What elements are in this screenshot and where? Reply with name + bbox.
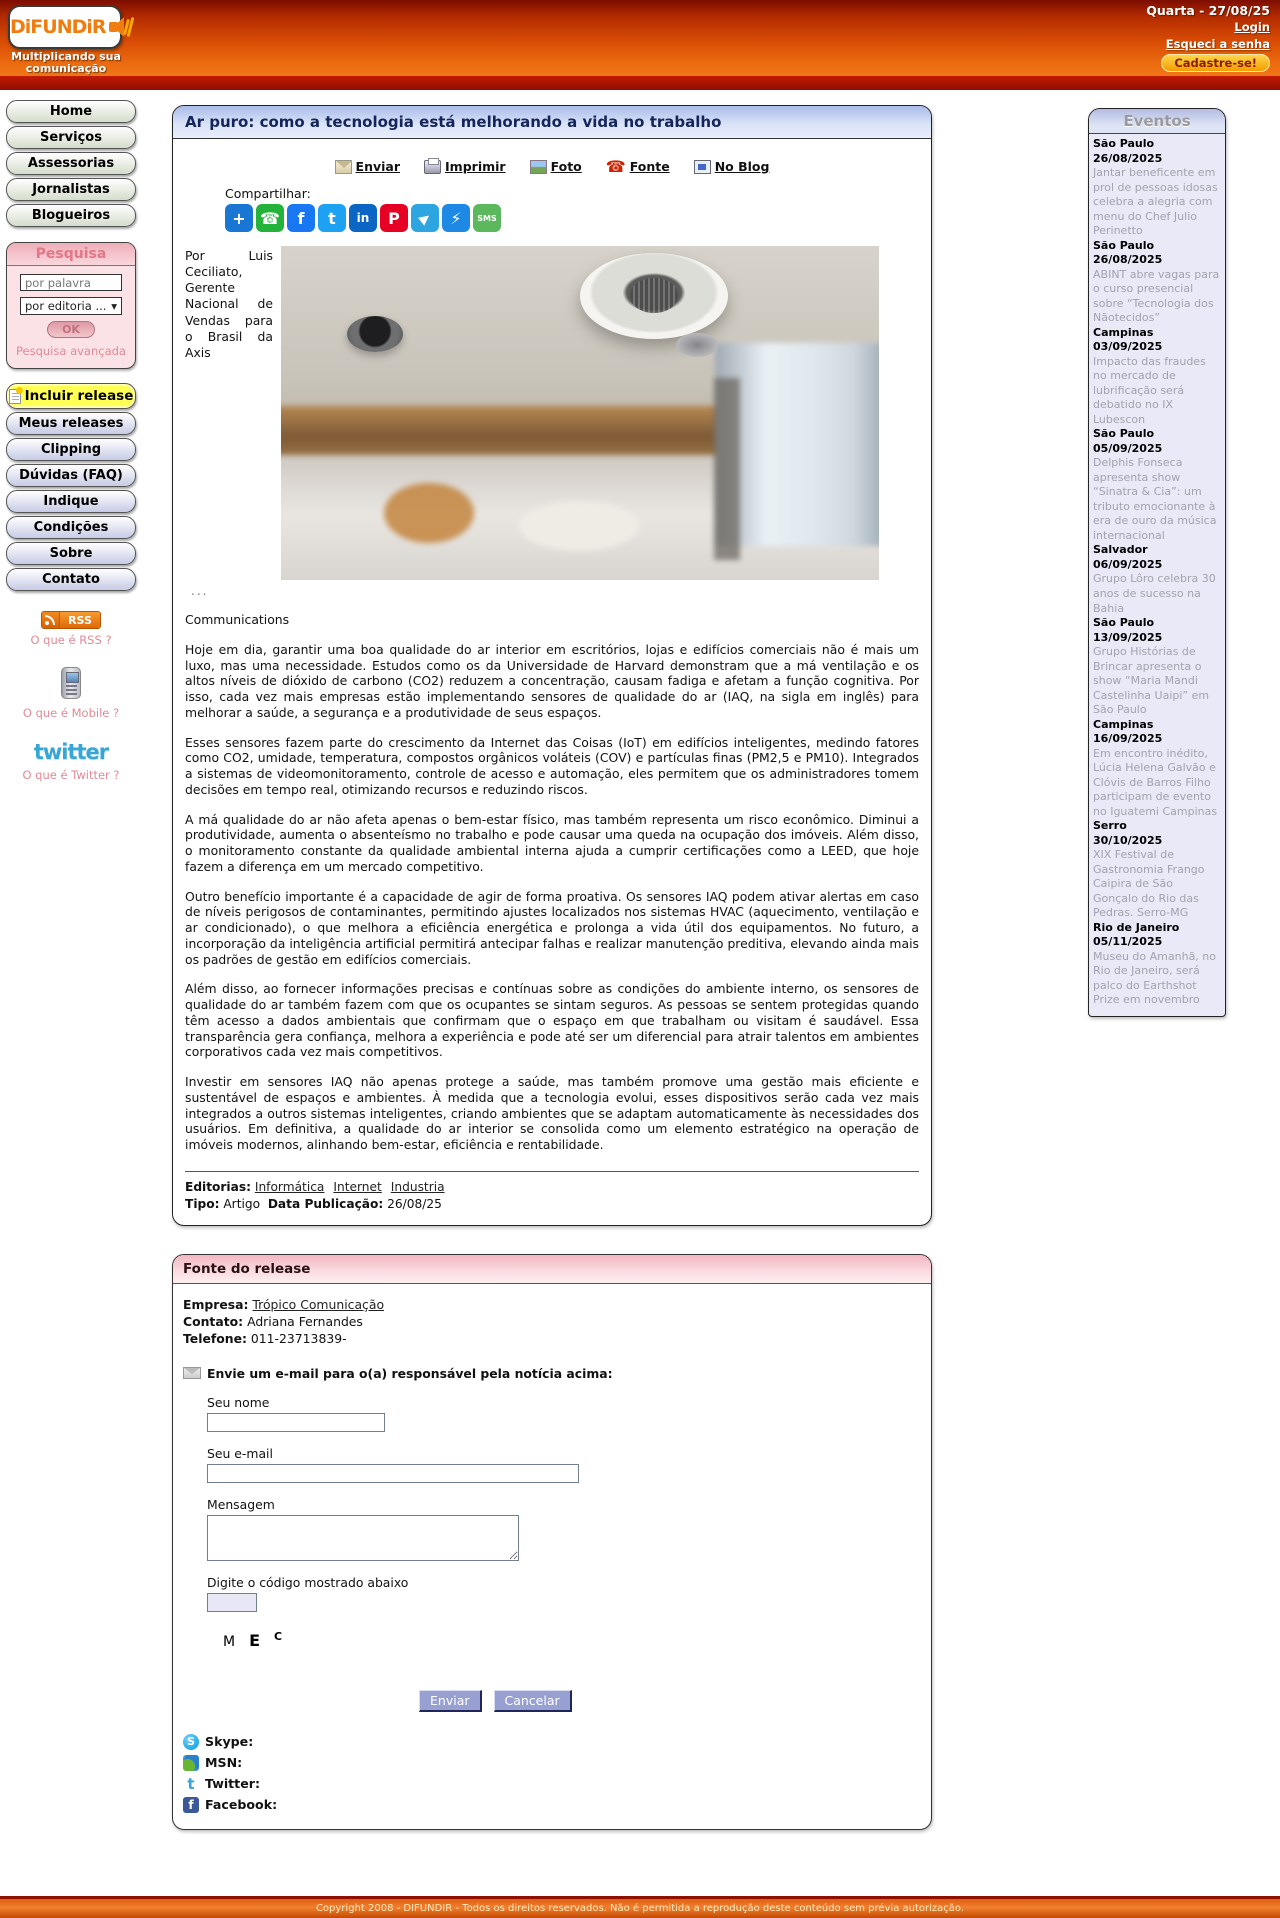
event-date: 26/08/2025 <box>1093 151 1163 165</box>
advanced-search-link[interactable]: Pesquisa avançada <box>16 344 126 358</box>
pinterest-icon[interactable]: P <box>380 204 408 232</box>
share-label: Compartilhar: <box>225 186 311 201</box>
event-item <box>1093 326 1221 428</box>
sidebar-item-home[interactable]: Home <box>6 100 136 123</box>
event-city: Campinas <box>1093 717 1154 731</box>
article-paragraph: Hoje em dia, garantir uma boa qualidade do ar interior em escritórios, lojas e edifícios comerciais não é mais um luxo, mas uma necessidade. Estudos como os da Universidade de Harvard demonstram que a má ventilação e os altos níveis de dióxido de carbono (CO2) reduzem a concentração, causam fadiga e afetam a função cognitiva. Por isso, cada vez mais empresas estão implementando sensores de qualidade do ar (IAQ, na sigla em inglês) para melhorar a saúde, a segurança e a produtividade de seus espaços. <box>185 641 919 720</box>
article-photo <box>281 246 879 580</box>
captcha-image: M E C <box>223 1629 283 1650</box>
events-panel <box>1088 108 1226 1017</box>
email-label: Seu e-mail <box>207 1445 273 1461</box>
sidebar-item-contato[interactable]: Contato <box>6 568 136 591</box>
signup-button[interactable]: Cadastre-se! <box>1161 54 1270 72</box>
article-paragraph: Investir em sensores IAQ não apenas protege a saúde, mas também promove uma gestão mais eficiente e sustentável de espaços e ambientes. À medida que a tecnologia evolui, esses dispositivos serão cada vez mais integrados a outros sistemas inteligentes, criando ambientes que se adaptam automaticamente às necessidades dos usuários. Em definitiva, a qualidade do ar interior se consolida como um elemento estratégico na operação de imóveis modernos, alinhando bem-estar, eficiência e rentabilidade. <box>185 1074 919 1152</box>
document-icon <box>9 389 21 404</box>
login-link[interactable]: Login <box>1234 20 1270 34</box>
print-article-link[interactable]: Imprimir <box>424 159 506 174</box>
event-item <box>1093 427 1221 543</box>
event-city: São Paulo <box>1093 427 1155 441</box>
event-city: São Paulo <box>1093 616 1155 630</box>
message-label: Mensagem <box>207 1496 275 1512</box>
twitter-logo[interactable]: twitter <box>33 740 109 764</box>
search-panel <box>6 242 136 369</box>
whatsapp-icon[interactable]: ☎ <box>256 204 284 232</box>
im-contacts: S Skype: MSN: t Twitter: f Facebook: <box>183 1734 921 1813</box>
release-source-title: Fonte do release <box>173 1255 931 1284</box>
sidebar-item-indique[interactable]: Indique <box>6 490 136 513</box>
company-link[interactable]: Trópico Comunicação <box>252 1296 385 1312</box>
event-city: São Paulo <box>1093 137 1155 150</box>
current-date: Quarta - 27/08/25 <box>1146 3 1270 18</box>
event-date: 03/09/2025 <box>1093 340 1163 354</box>
sidebar-item-duvidas-faq[interactable]: Dúvidas (FAQ) <box>6 464 136 487</box>
phone-icon <box>606 160 626 174</box>
twitter-icon[interactable]: t <box>318 204 346 232</box>
event-item <box>1093 616 1221 718</box>
event-link[interactable]: Jantar beneficente em prol de pessoas idosas celebra a alegria com menu do Chef Julio Perinetto <box>1093 166 1218 238</box>
article-title: Ar puro: como a tecnologia está melhorando a vida no trabalho <box>173 106 931 139</box>
editoria-link-industria[interactable]: Industria <box>390 1179 445 1194</box>
editoria-link-informatica[interactable]: Informática <box>254 1179 325 1194</box>
event-link[interactable]: Grupo Lôro celebra 30 anos de sucesso na Bahia <box>1093 572 1216 615</box>
message-field[interactable] <box>207 1515 519 1561</box>
article-paragraph: Esses sensores fazem parte do crescimento da Internet das Coisas (IoT) em edifícios inteligentes, medindo fatores como CO2, umidade, temperatura, compostos orgânicos voláteis (COV) e partículas finas (PM2,5 e PM10). Integrados a sistemas de videomonitoramento, controle de acesso e automação, eles permitem que os administradores tomem decisões em tempo real, otimizando recursos e reduzindo riscos. <box>185 734 919 797</box>
event-link[interactable]: Grupo Histórias de Brincar apresenta o show “Maria Mandi Castelinha Uaipi” em São Paulo <box>1093 645 1210 717</box>
event-date: 30/10/2025 <box>1093 833 1163 847</box>
facebook-square-icon: f <box>183 1797 199 1813</box>
event-city: Campinas <box>1093 325 1154 339</box>
speaker-icon <box>109 16 120 38</box>
events-list <box>1089 134 1225 1016</box>
name-field[interactable] <box>207 1413 385 1432</box>
twitter-bird-icon: t <box>187 1774 195 1793</box>
left-sidebar <box>6 100 136 782</box>
sidebar-item-condicoes[interactable]: Condições <box>6 516 136 539</box>
event-city: Serro <box>1093 819 1127 833</box>
name-label: Seu nome <box>207 1394 270 1410</box>
site-logo[interactable] <box>8 5 122 49</box>
rss-button[interactable]: RSS <box>41 611 101 629</box>
event-city: São Paulo <box>1093 238 1155 252</box>
sidebar-item-jornalistas[interactable]: Jornalistas <box>6 178 136 201</box>
email-field[interactable] <box>207 1464 579 1483</box>
event-link[interactable]: Delphis Fonseca apresenta show “Sinatra & Cia”: um tributo emocionante à era de ouro da música internacional <box>1093 456 1217 542</box>
article-paragraph: Além disso, ao fornecer informações precisas e contínuas sobre as condições do ambiente interno, os sensores de qualidade do ar também fazem com que os ocupantes se sintam seguros. As pessoas se sentem protegidas quando têm acesso a dados ambientais que confirmam que o espaço em que trabalham ou visitam é saudável. Essa transparência gera confiança, melhora a experiência e pode até ser um diferencial para atrair talentos em ambientes corporativos cada vez mais competitivos. <box>185 981 919 1060</box>
share-plus-icon[interactable]: + <box>225 204 253 232</box>
event-link[interactable]: XIX Festival de Gastronomia Frango Caipira de São Gonçalo do Rio das Pedras. Serro-MG <box>1093 848 1205 920</box>
what-is-twitter-link[interactable]: O que é Twitter ? <box>22 768 120 782</box>
event-item <box>1093 239 1221 326</box>
event-city: Salvador <box>1093 543 1148 557</box>
dome-camera <box>347 316 403 352</box>
blog-link[interactable]: No Blog <box>694 159 770 174</box>
send-button[interactable]: Enviar <box>419 1690 482 1712</box>
copyright-text: Copyright 2008 - DIFUNDIR - Todos os direitos reservados. Não é permitida a reprodução deste conteúdo sem prévia autorização. <box>315 1903 965 1914</box>
photo-link[interactable]: Foto <box>530 159 582 174</box>
chevron-down-icon: ▾ <box>111 299 117 313</box>
right-sidebar <box>1088 108 1226 1017</box>
captcha-label: Digite o código mostrado abaixo <box>207 1574 409 1590</box>
mobile-phone-icon <box>61 667 81 699</box>
send-article-link[interactable]: Enviar <box>335 159 400 174</box>
telegram-icon[interactable]: ▶ <box>411 204 439 232</box>
photo-icon <box>530 160 547 174</box>
article-tipo: Tipo: Artigo Data Publicação: 26/08/25 <box>185 1196 442 1211</box>
event-item <box>1093 921 1221 1008</box>
event-link[interactable]: Museu do Amanhã, no Rio de Janeiro, será palco do Earthshot Prize em novembro <box>1093 949 1216 1007</box>
small-sensor-device <box>676 333 718 357</box>
sidebar-item-incluir-release[interactable]: Incluir release <box>6 383 136 409</box>
article-divider <box>185 1171 919 1172</box>
event-item <box>1093 718 1221 820</box>
article-paragraphs <box>185 642 919 1153</box>
msn-icon <box>183 1755 199 1771</box>
event-date: 06/09/2025 <box>1093 557 1163 571</box>
sidebar-item-servicos[interactable]: Serviços <box>6 126 136 149</box>
mail-icon <box>183 1367 201 1379</box>
sidebar-item-assessorias[interactable]: Assessorias <box>6 152 136 175</box>
header-divider <box>0 76 1280 90</box>
email-prompt: Envie um e-mail para o(a) responsável pela notícia acima: <box>183 1366 921 1381</box>
events-panel-title: Eventos <box>1089 109 1225 134</box>
sidebar-item-blogueiros[interactable]: Blogueiros <box>6 204 136 227</box>
event-link[interactable]: Impacto das fraudes no mercado de lubrificação será debatido no IX Lubescon <box>1093 354 1206 426</box>
main-column <box>172 105 932 1830</box>
facebook-icon[interactable]: f <box>287 204 315 232</box>
article <box>172 105 932 1226</box>
editoria-link-internet[interactable]: Internet <box>333 1179 382 1194</box>
event-city: Rio de Janeiro <box>1093 920 1180 934</box>
source-link[interactable]: ☎ Fonte <box>606 159 670 174</box>
sms-icon[interactable]: SMS <box>473 204 501 232</box>
event-item <box>1093 819 1221 921</box>
printer-icon <box>424 160 441 174</box>
article-lead: Communications <box>185 612 290 627</box>
event-item <box>1093 137 1221 239</box>
blog-icon <box>694 160 711 174</box>
logo-text: DiFUNDiR <box>10 16 106 38</box>
event-link[interactable]: ABINT abre vagas para o curso presencial sobre “Tecnologia dos Nãotecidos” <box>1093 267 1220 325</box>
cancel-button[interactable]: Cancelar <box>494 1690 572 1712</box>
article-actions <box>185 159 919 174</box>
event-date: 05/11/2025 <box>1093 935 1163 949</box>
search-category-select[interactable]: por editoria ... ▾ <box>20 297 122 315</box>
skype-icon: S <box>183 1734 199 1750</box>
mobile-button[interactable] <box>61 687 81 702</box>
rss-icon <box>42 612 60 628</box>
site-header <box>0 0 1280 76</box>
what-is-mobile-link[interactable]: O que é Mobile ? <box>22 706 120 720</box>
share-buttons <box>225 204 919 232</box>
photo-caption: ... <box>191 584 209 598</box>
linkedin-icon[interactable]: in <box>349 204 377 232</box>
article-paragraph: Outro benefício importante é a capacidade de agir de forma proativa. Os sensores IAQ podem ativar alertas em caso de níveis perigosos de contaminantes, permitindo ajustes localizados nos sistemas HVAC (aquecimento, ventilação e ar condicionado), o que melhora a eficiência energética e prolonga a vida útil dos equipamentos. No futuro, a incorporação da inteligência artificial permitirá antecipar falhas e realizar manutenção preditiva, elevando ainda mais os padrões de gestão em edifícios comerciais. <box>185 888 919 967</box>
sidebar-item-sobre[interactable]: Sobre <box>6 542 136 565</box>
article-byline: Por Luis Ceciliato, Gerente Nacional de Vendas para o Brasil da Axis <box>185 248 273 360</box>
forgot-password-link[interactable]: Esqueci a senha <box>1165 37 1270 51</box>
event-link[interactable]: Em encontro inédito, Lúcia Helena Galvão e Clóvis de Barros Filho participam de evento no Iguatemi Campinas <box>1093 746 1218 818</box>
captcha-field[interactable] <box>207 1593 257 1612</box>
event-date: 13/09/2025 <box>1093 630 1163 644</box>
header-account-area <box>1146 3 1270 72</box>
air-sensor-device <box>580 253 728 339</box>
sidebar-item-meus-releases[interactable]: Meus releases <box>6 412 136 435</box>
sidebar-item-clipping[interactable]: Clipping <box>6 438 136 461</box>
search-panel-title: Pesquisa <box>7 243 135 266</box>
article-editorias: Editorias: Informática Internet Industria <box>185 1179 445 1194</box>
event-date: 16/09/2025 <box>1093 732 1163 746</box>
envelope-icon <box>335 160 352 174</box>
messenger-icon[interactable]: ⚡ <box>442 204 470 232</box>
article-paragraph: A má qualidade do ar não afeta apenas o bem-estar físico, mas também representa um risco econômico. Diminui a produtividade, aumenta o absenteísmo no trabalho e pode causar uma queda na ocupação dos imóveis. Além disso, o monitoramento constante da qualidade ambiental interna ajuda a cumprir certificações como a LEED, que hoje fazem a diferença em um mercado competitivo. <box>185 811 919 874</box>
footer <box>0 1896 1280 1918</box>
release-source-panel: Fonte do release Empresa: Trópico Comunicação Contato: Adriana Fernandes Telefone: 011-23713839- Envie um e-mail para o(a) responsável pela notícia acima: Seu nome Seu e-mail Mensagem Digite o código mostrado abaixo M E C Enviar Cancelar S Skype: MSN: t Twitter: f Facebook: <box>172 1254 932 1830</box>
search-keyword-input[interactable] <box>20 274 122 291</box>
site-tagline: Multiplicando sua comunicação <box>11 50 121 76</box>
search-ok-button[interactable]: OK <box>47 321 95 338</box>
event-item <box>1093 543 1221 616</box>
event-date: 26/08/2025 <box>1093 253 1163 267</box>
event-date: 05/09/2025 <box>1093 441 1163 455</box>
what-is-rss-link[interactable]: O que é RSS ? <box>30 633 112 647</box>
